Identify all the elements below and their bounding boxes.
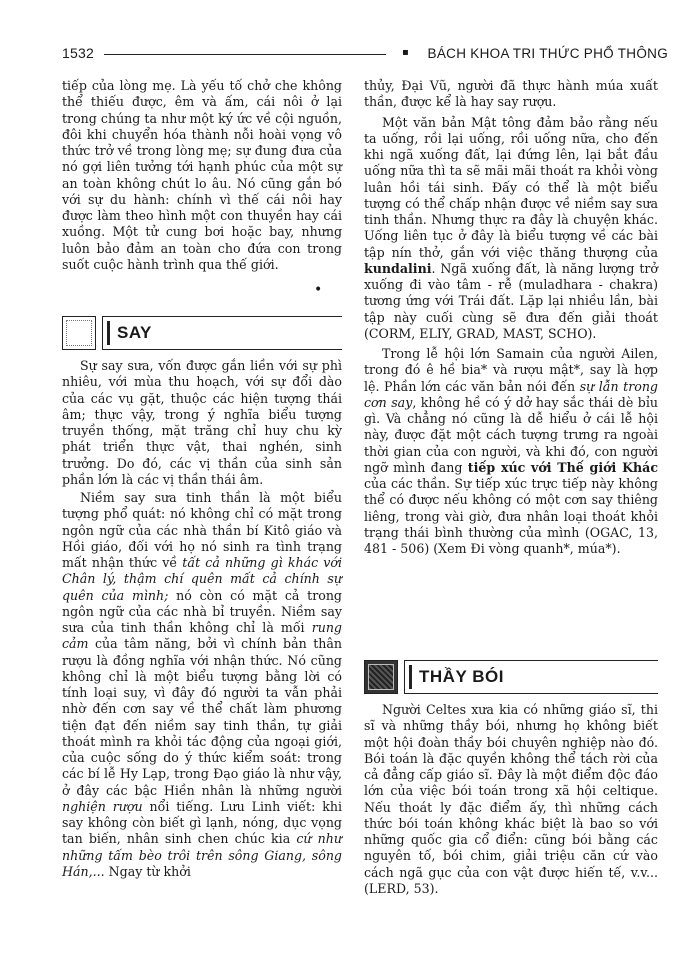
section-heading-say bbox=[62, 316, 342, 350]
header-mark: ▪ bbox=[402, 47, 409, 58]
bullet-mark: • bbox=[314, 282, 323, 298]
paragraph-say-1: Sự say sưa, vốn được gắn liền với sự phì nhiêu, với mùa thu hoạch, với sự đổi dào của các vụ gặt, thuộc các hiện tượng thái âm; thực vậy, trong ý nghĩa biểu tượng truyền thống, mặt trăng chỉ huy chu kỳ phát triển thực vật, thai nghén, sinh trưởng. Do đó, các vị thần của sinh sản phần lớn là các vị thần thái âm. bbox=[62, 358, 342, 487]
paragraph-say-4: Một văn bản Mật tông đảm bảo rằng nếu ta uống, rồi lại uống, rồi uống nữa, cho đến khi ngã xuống đất, lại đứng lên, lại bắt đầu uống nữa thì ta sẽ mãi mãi thoát ra khỏi vòng luân hồi tái sinh. Đấy có thể là một biểu tượng có thể chấp nhận được về niềm say sưa tinh thần. Nhưng thực ra đây là chuyện khác. Uống liên tục ở đây là biểu tượng về các bài tập nín thở, gắn với việc thăng thượng của kundalini. Ngã xuống đất, là năng lượng trở xuống đi vào tâm - rễ (muladhara - chakra) tương ứng với Trái đất. Lặp lại nhiều lần, bài tập này cuối cùng sẽ đưa đến giải thoát (CORM, ELIY, GRAD, MAST, SCHO). bbox=[364, 114, 658, 341]
right-column-thay-boi bbox=[364, 702, 658, 897]
intro-paragraph: tiếp của lòng mẹ. Là yếu tố chở che không thể thiếu được, êm và ấm, cái nôi ở lại trong chúng ta như một ký ức về cội nguồn, đôi khi chuyển hóa thành nỗi hoài vọng vô thức trở về trong lòng mẹ; sự đung đưa của nó gợi liên tưởng tới hạnh phúc của một sự an toàn không chút lo âu. Nó cũng gắn bó với sự du hành: chính vì thế cái nôi hay được làm theo hình một con thuyền hay cái xuồng. Một tử cung bơi hoặc bay, nhưng luôn bảo đảm an toàn cho đứa con trong suốt cuộc hành trình qua thế giới. bbox=[62, 78, 342, 272]
page-header bbox=[62, 44, 668, 66]
section-title-thay-boi: THẦY BÓI bbox=[419, 667, 504, 686]
book-title: BÁCH KHOA TRI THỨC PHỔ THÔNG bbox=[427, 46, 668, 61]
paragraph-thay-boi: Người Celtes xưa kia có những giáo sĩ, thi sĩ và những thầy bói, nhưng họ không biết một hội đoàn thầy bói chuyên nghiệp nào đó. Bói toán là đặc quyền không thể tách rời của cả đẳng cấp giáo sĩ. Đây là một điểm độc đáo lớn của việc bói toán trong xã hội celtique. Nếu thoát ly đặc điểm ấy, thì những cách thức bói toán không khác biệt là bao so với những quốc gia cổ điển: cũng bói bằng các nguyên tố, bói chim, giải triệu căn cứ vào cách ngã gục của con vật được hiến tế, v.v... (LERD, 53). bbox=[364, 702, 658, 896]
right-column-body bbox=[364, 78, 658, 557]
paragraph-say-3: thủy, Đại Vũ, người đã thực hành múa xuất thần, được kể là hay say rượu. bbox=[364, 78, 658, 110]
section-icon-say bbox=[62, 316, 96, 350]
left-column-intro bbox=[62, 78, 342, 273]
section-title-say: SAY bbox=[117, 323, 152, 342]
left-column-body bbox=[62, 358, 342, 880]
section-title-frame bbox=[102, 316, 342, 350]
section-title-frame bbox=[404, 660, 658, 694]
page-number: 1532 bbox=[62, 45, 94, 61]
paragraph-say-2: Niềm say sưa tinh thần là một biểu tượng phổ quát: nó không chỉ có mặt trong ngôn ngữ của các nhà thần bí Kitô giáo và Hồi giáo, đối với họ nó sinh ra tình trạng mất nhận thức về tất cả những gì khác với Chân lý, thậm chí quên mất cả chính sự quên của mình; nó còn có mặt cả trong ngôn ngữ của các nhà bỉ truyền. Niềm say sưa của tinh thần không chỉ là mối rung cảm của tâm năng, bởi vì chính bản thân rượu là đồng nghĩa với nhận thức. Nó cũng không chỉ là một biểu tượng bằng lời có tính loại suy, vì đây đó người ta vẫn phải nhờ đến cơn say về thể chất làm phương tiện đạt đến niềm say tinh thần, tự giải thoát mình ra khỏi tác động của ngoại giới, của cuộc sống do ý thức kiểm soát: trong các bí lễ Hy Lạp, trong Đạo giáo là như vậy, ở đây các bậc Hiền nhân là những người nghiện rượu nổi tiếng. Lưu Linh viết: khi say không còn biết gì lạnh, nóng, dục vọng tan biến, nhân sinh chen chúc kia cứ như những tấm bèo trôi trên sông Giang, sông Hán,... Ngay từ khởi bbox=[62, 490, 343, 879]
section-icon-thay-boi bbox=[364, 660, 398, 694]
header-rule bbox=[104, 54, 386, 55]
paragraph-say-5: Trong lễ hội lớn Samain của người Ailen, trong đó ê hề bia* và rượu mật*, say là hợp lệ. Phần lớn các văn bản nói đến sự lẫn trong cơn say, không hề có ý dở hay sắc thái dè bỉu gì. Và chẳng nó cũng là dễ hiểu ở cái lễ hội này, được đặt một cách tượng trưng ra ngoài thời gian của con người, và khi đó, con người ngỡ mình đang tiếp xúc với Thế giới Khác của các thần. Sự tiếp xúc trực tiếp này không thể có được nếu không có một cơn say thiêng liêng, trong vài giờ, đưa nhân loại thoát khỏi trạng thái bình thường của mình (OGAC, 13, 481 - 506) (Xem Đi vòng quanh*, múa*). bbox=[364, 346, 658, 556]
section-heading-thay-boi bbox=[364, 660, 658, 694]
